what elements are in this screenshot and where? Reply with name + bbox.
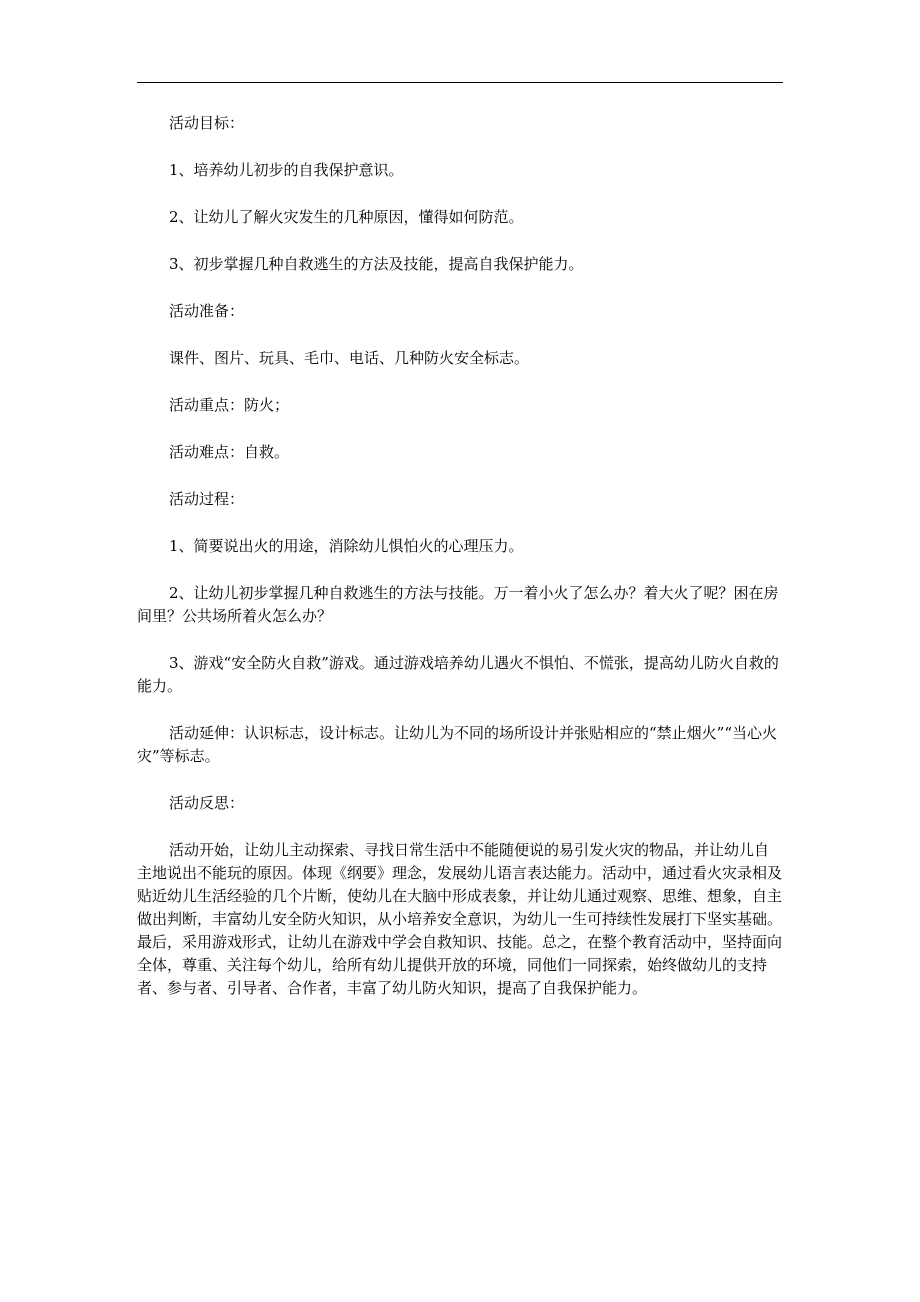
goal-item-3: 3、初步掌握几种自救逃生的方法及技能，提高自我保护能力。 [169,255,584,273]
process-step-2: 2、让幼儿初步掌握几种自救逃生的方法与技能。万一着小火了怎么办？着大火了呢？困在房间里？公共场所着火怎么办？ [137,584,779,625]
process-step-3: 3、游戏“安全防火自救”游戏。通过游戏培养幼儿遇火不惧怕、不慌张，提高幼儿防火自救的能力。 [137,654,779,695]
heading-activity-process: 活动过程： [169,490,245,508]
goal-item-1: 1、培养幼儿初步的自我保护意识。 [169,161,404,179]
goal-item-2: 2、让幼儿了解火灾发生的几种原因，懂得如何防范。 [169,208,524,226]
activity-difficulty: 活动难点：自救。 [169,443,290,461]
reflection-body: 活动开始，让幼儿主动探索、寻找日常生活中不能随便说的易引发火灾的物品，并让幼儿自主地说出不能玩的原因。体现《纲要》理念，发展幼儿语言表达能力。活动中，通过看火灾录相及贴近幼儿生活经验的几个片断，使幼儿在大脑中形成表象，并让幼儿通过观察、思维、想象，自主做出判断，丰富幼儿安全防火知识，从小培养安全意识，为幼儿一生可持续性发展打下坚实基础。最后，采用游戏形式，让幼儿在游戏中学会自救知识、技能。总之，在整个教育活动中，坚持面向全体，尊重、关注每个幼儿，给所有幼儿提供开放的环境，同他们一同探索，始终做幼儿的支持者、参与者、引导者、合作者，丰富了幼儿防火知识，提高了自我保护能力。 [137,841,783,997]
activity-extension: 活动延伸：认识标志，设计标志。让幼儿为不同的场所设计并张贴相应的“禁止烟火”“当心火灾”等标志。 [137,724,778,765]
heading-activity-goals: 活动目标： [169,114,245,132]
document-body [137,112,783,1024]
heading-activity-preparation: 活动准备： [169,302,245,320]
process-step-1: 1、简要说出火的用途，消除幼儿惧怕火的心理压力。 [169,537,524,555]
activity-key-point: 活动重点：防火； [169,396,290,414]
header-rule [137,82,783,83]
preparation-list: 课件、图片、玩具、毛巾、电话、几种防火安全标志。 [169,349,530,367]
heading-activity-reflection: 活动反思： [169,794,245,812]
